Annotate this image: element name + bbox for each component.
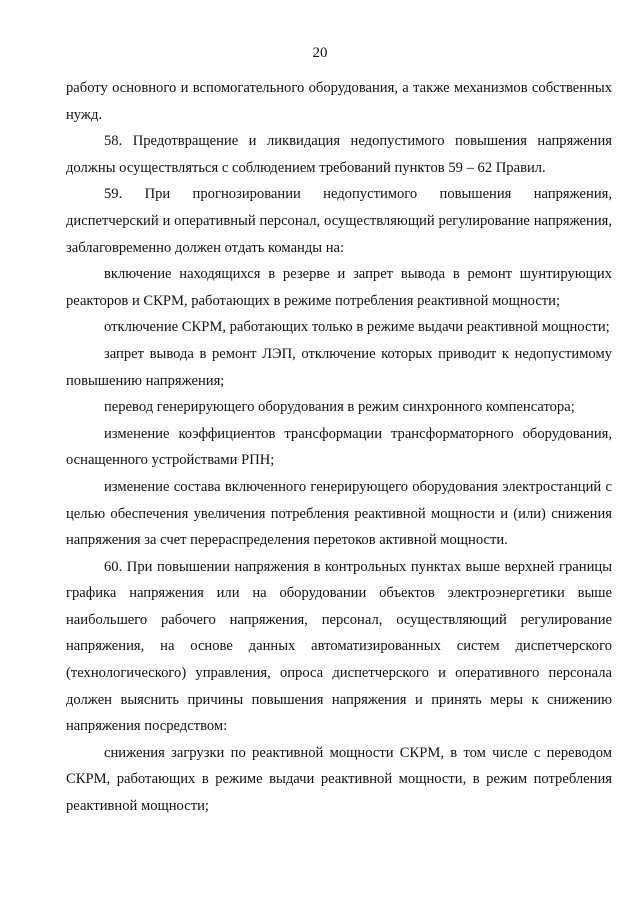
list-item-reactors: включение находящихся в резерве и запрет вывода в ремонт шунтирующих реакторов и СКРМ, работающих в режиме потребления реактивной мощности; xyxy=(66,266,612,309)
list-item-lep-repair: запрет вывода в ремонт ЛЭП, отключение которых приводит к недопустимому повышению напряжения; xyxy=(66,345,612,389)
paragraph-item-58: 58. Предотвращение и ликвидация недопустимого повышения напряжения должны осуществляться с соблюдением требований пунктов 59 – 62 Правил. xyxy=(66,133,612,176)
list-item-generation: изменение состава включенного генерирующего оборудования электростанций с целью обеспечения увеличения потребления реактивной мощности и (или) снижения напряжения за счет перераспределения перетоков активной мощности. xyxy=(66,478,612,549)
list-item-skrm-load: снижения загрузки по реактивной мощности СКРМ, в том числе с переводом СКРМ, работающих в режиме выдачи реактивной мощности, в режим потребления реактивной мощности; xyxy=(66,744,612,815)
paragraph-continuation: работу основного и вспомогательного оборудования, а также механизмов собственных нужд. xyxy=(66,80,612,123)
list-item-skrm-off: отключение СКРМ, работающих только в режиме выдачи реактивной мощности; xyxy=(104,319,610,336)
paragraph-item-60: 60. При повышении напряжения в контрольных пунктах выше верхней границы графика напряжения или на оборудовании объектов электроэнергетики выше наибольшего рабочего напряжения, персонал, осуществляющий регулирование напряжения, на основе данных автоматизированных систем диспетчерского (технологического) управления, опроса диспетчерского и оперативного персонала должен выяснить причины повышения напряжения и принять меры к снижению напряжения посредством: xyxy=(66,558,612,735)
paragraph-item-59: 59. При прогнозировании недопустимого повышения напряжения, диспетчерский и оперативный персонал, осуществляющий регулирование напряжения, заблаговременно должен отдать команды на: xyxy=(66,186,612,256)
list-item-transformation: изменение коэффициентов трансформации трансформаторного оборудования, оснащенного устройствами РПН; xyxy=(66,425,612,469)
page-number: 20 xyxy=(312,45,328,61)
document-body xyxy=(66,75,612,820)
list-item-compensator: перевод генерирующего оборудования в режим синхронного компенсатора; xyxy=(104,399,575,416)
